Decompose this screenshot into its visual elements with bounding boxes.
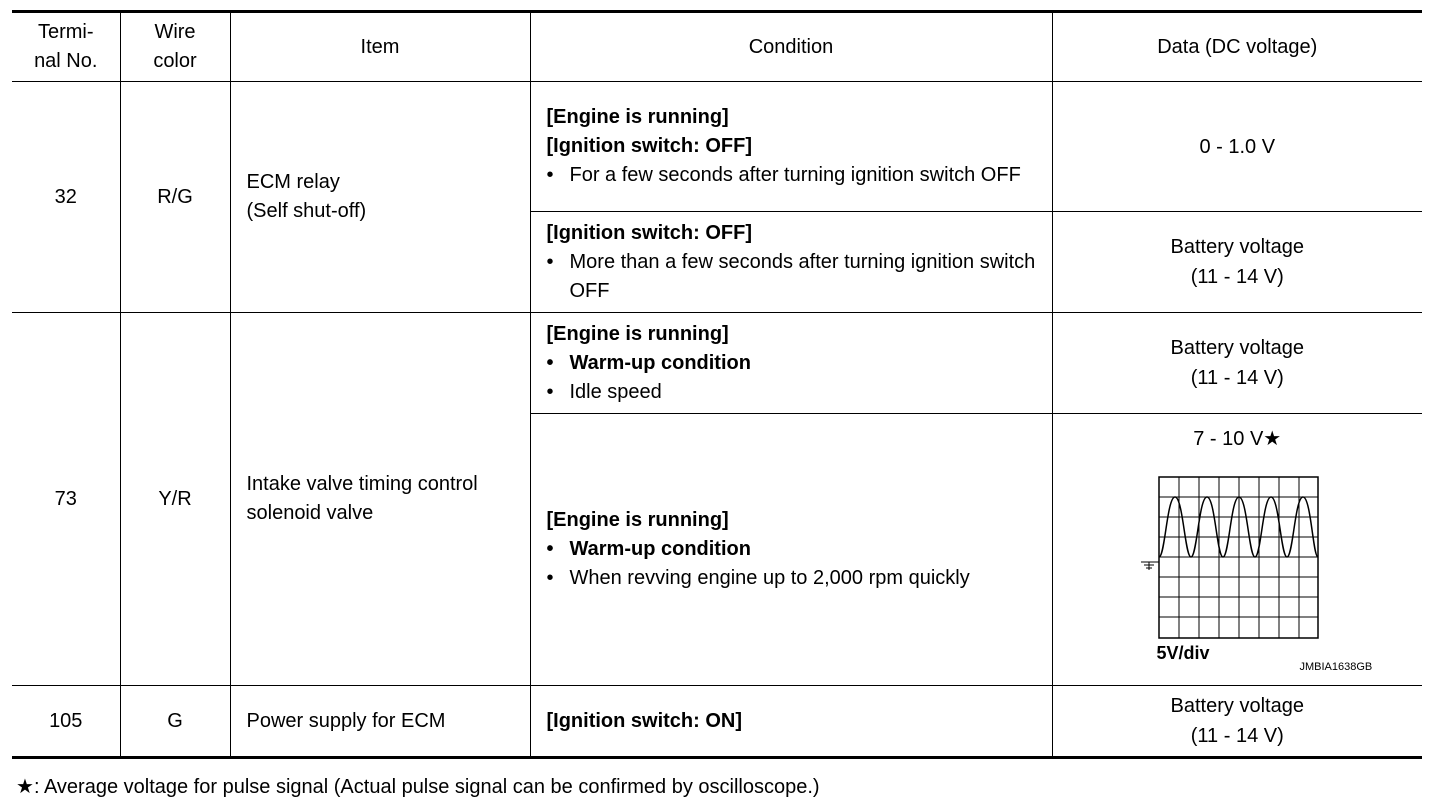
terminal-data-table: [12, 10, 1422, 759]
header-data: Data (DC voltage): [1052, 12, 1422, 82]
ground-icon: [1141, 562, 1159, 570]
oscilloscope-waveform: [1139, 476, 1319, 642]
bullet-dot: •: [546, 538, 554, 560]
terminal-number: 73: [12, 313, 120, 686]
bullet-dot: •: [546, 380, 554, 403]
header-condition: Condition: [530, 12, 1052, 82]
item-name: Intake valve timing control solenoid valve: [230, 313, 530, 686]
wire-color: Y/R: [120, 313, 230, 686]
data-value: 0 - 1.0 V: [1052, 82, 1422, 212]
data-value: Battery voltage (11 - 14 V): [1052, 212, 1422, 313]
scope-scale-label: 5V/div: [1156, 643, 1210, 663]
terminal-number: 105: [12, 686, 120, 758]
wire-color: R/G: [120, 82, 230, 313]
star-icon: ★: [16, 776, 34, 798]
bullet-dot: •: [546, 567, 554, 589]
condition-heading: [Ignition switch: OFF]: [546, 221, 753, 244]
condition-bullet: • When revving engine up to 2,000 rpm quickly: [547, 564, 1040, 593]
data-value: Battery voltage (11 - 14 V): [1052, 313, 1422, 414]
item-name: ECM relay (Self shut-off): [230, 82, 530, 313]
table-header-row: [12, 12, 1422, 82]
condition-heading: [Engine is running]: [546, 322, 729, 345]
table-row: [12, 313, 1422, 414]
table-row: [12, 82, 1422, 212]
footnote: ★: Average voltage for pulse signal (Actual pulse signal can be confirmed by oscilloscope.): [16, 776, 820, 798]
condition-bullet: • For a few seconds after turning ignition switch OFF: [547, 161, 1040, 190]
condition-bullet: • Idle speed: [547, 378, 1040, 407]
condition-heading: [Engine is running]: [546, 106, 729, 128]
condition-cell: [530, 686, 1052, 758]
scope-grid: [1159, 477, 1318, 638]
bullet-dot: •: [546, 164, 554, 186]
bullet-dot: •: [546, 351, 554, 374]
condition-heading: [Engine is running]: [546, 509, 729, 531]
terminal-number: 32: [12, 82, 120, 313]
bullet-dot: •: [546, 250, 554, 273]
header-wire-color: Wire color: [120, 12, 230, 82]
condition-heading: [Ignition switch: ON]: [546, 709, 743, 732]
condition-cell: [530, 212, 1052, 313]
header-terminal: Termi- nal No.: [12, 12, 120, 82]
condition-cell: [530, 82, 1052, 212]
table-row: [12, 686, 1422, 758]
condition-bullet-bold: • Warm-up condition: [547, 535, 1040, 564]
wire-color: G: [120, 686, 230, 758]
condition-cell: [530, 414, 1052, 686]
condition-cell: [530, 313, 1052, 414]
item-name: Power supply for ECM: [230, 686, 530, 758]
star-icon: ★: [1263, 428, 1282, 450]
data-waveform-cell: [1052, 414, 1422, 686]
figure-code: JMBIA1638GB: [1299, 661, 1373, 673]
average-voltage-label: 7 - 10 V★: [1193, 428, 1282, 450]
header-item: Item: [230, 12, 530, 82]
condition-bullet-bold: • Warm-up condition: [547, 349, 1040, 378]
condition-heading: [Ignition switch: OFF]: [546, 135, 753, 157]
data-value: Battery voltage (11 - 14 V): [1052, 686, 1422, 758]
condition-bullet: • More than a few seconds after turning ignition switch OFF: [547, 248, 1040, 306]
